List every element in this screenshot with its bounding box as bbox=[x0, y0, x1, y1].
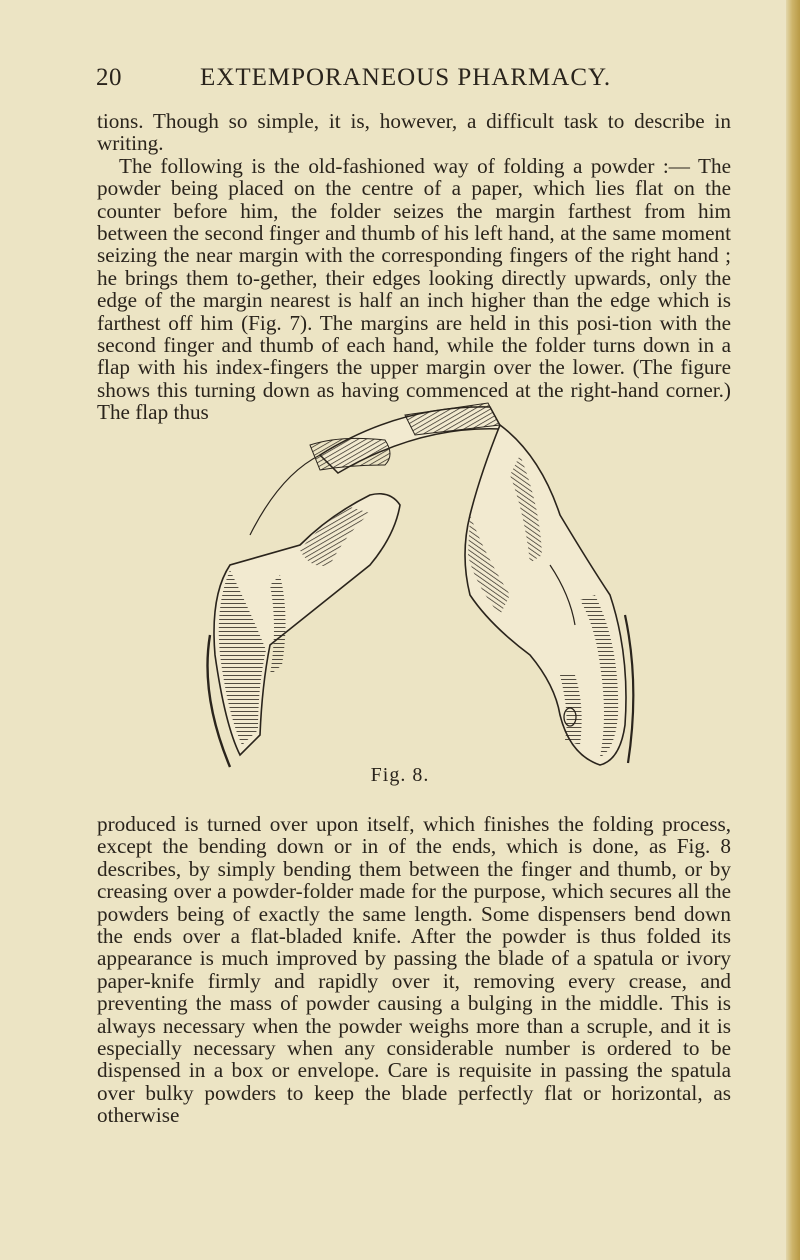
running-title: EXTEMPORANEOUS PHARMACY. bbox=[200, 64, 612, 91]
body-text-top bbox=[97, 110, 731, 424]
paragraph: produced is turned over upon itself, which finishes the folding process, except the bending down or in of the ends, which is done, as Fig. 8 describes, by simply bending them between the finger and thumb, or by creasing over a powder-folder made for the purpose, which secures all the powders being of exactly the same length. Some dispensers bend down the ends over a flat-bladed knife. After the powder is thus folded its appearance is much improved by passing the blade of a spatula or ivory paper-knife firmly and rapidly over it, removing every crease, and preventing the mass of powder causing a bulging in the middle. This is always necessary when the powder weighs more than a scruple, and it is especially necessary when any considerable number is ordered to be dispensed in a box or envelope. Care is requisite in passing the spatula over bulky powders to keep the blade perfectly flat or horizontal, as otherwise bbox=[97, 812, 731, 1128]
paragraph: The following is the old-fashioned way of folding a powder :— The powder being placed on the centre of a paper, which lies flat on the counter before him, the folder seizes the margin farthest from him between the second finger and thumb of his left hand, at the same moment seizing the near margin with the corresponding fingers of the right hand ; he brings them to-gether, their edges looking directly upwards, only the edge of the margin nearest is half an inch higher than the edge which is farthest off him (Fig. 7). The margins are held in this posi-tion with the second finger and thumb of each hand, while the folder turns down in a flap with his index-fingers the upper margin over the lower. (The figure shows this turning down as having commenced at the right-hand corner.) The flap thus bbox=[97, 153, 731, 425]
paragraph: tions. Though so simple, it is, however, a difficult task to describe in writing. bbox=[97, 109, 731, 156]
hands-engraving bbox=[170, 395, 660, 775]
page-number: 20 bbox=[96, 64, 122, 91]
body-text-bottom bbox=[97, 813, 731, 1127]
figure-hands-folding-powder bbox=[170, 395, 660, 775]
running-header bbox=[0, 64, 800, 98]
figure-caption: Fig. 8. bbox=[370, 764, 430, 786]
page-edge bbox=[786, 0, 800, 1260]
